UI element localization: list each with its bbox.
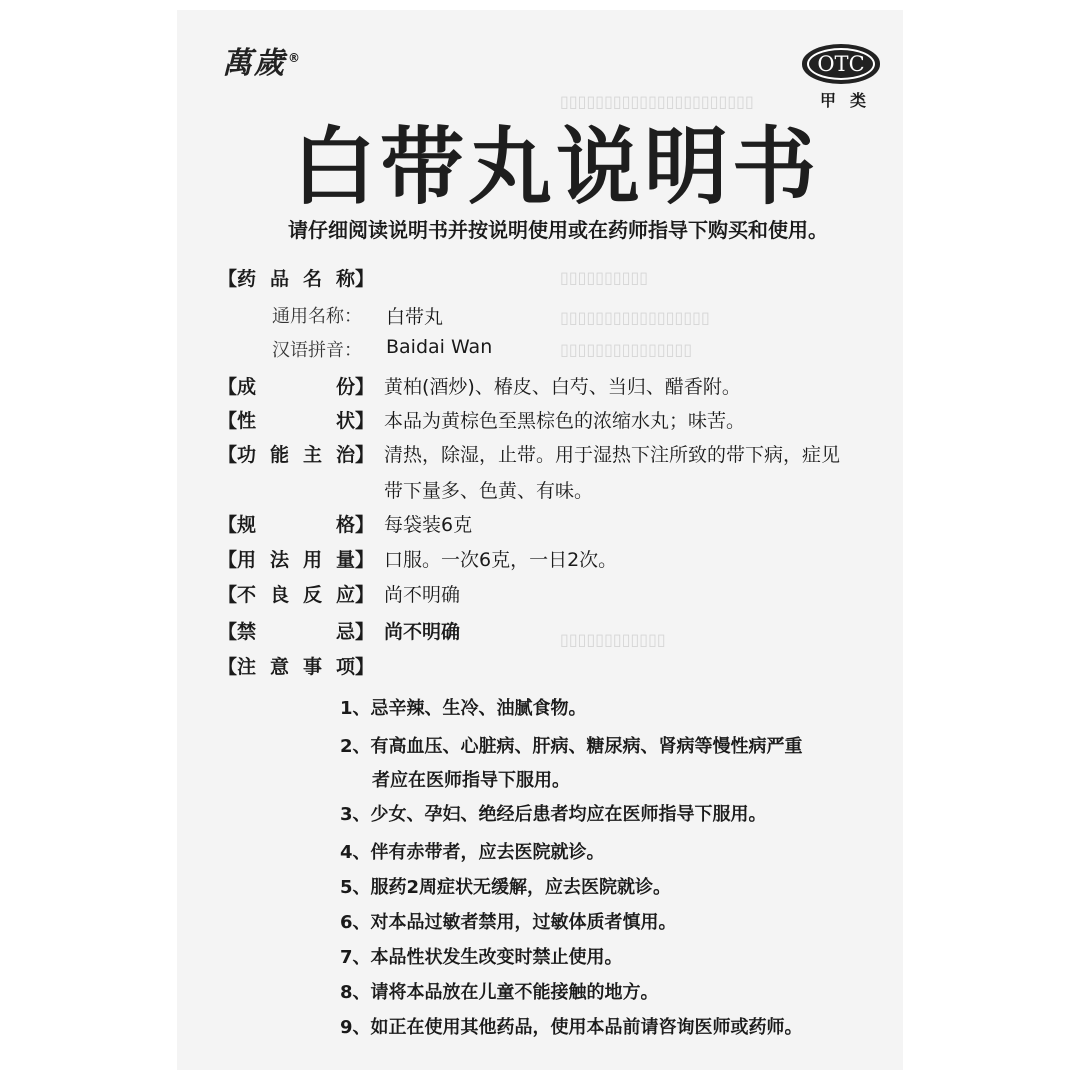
section-dosage <box>218 545 618 572</box>
pinyin-row <box>272 336 493 362</box>
precaution-item: 1、忌辛辣、生冷、油腻食物。 <box>340 698 587 719</box>
registered-mark: ® <box>288 51 302 65</box>
pinyin-label: 汉语拼音： <box>272 340 362 361</box>
section-label: 【注意事项】 <box>218 656 375 678</box>
section-appearance <box>218 406 746 433</box>
adverse-value: 尚不明确 <box>384 584 461 606</box>
section-contraindications <box>218 617 461 644</box>
section-label: 【药品名称】 <box>218 268 375 290</box>
otc-class-label: 甲类 <box>820 91 881 110</box>
pinyin-value: Baidai Wan <box>386 336 493 358</box>
document-title: 白带丸说明书 <box>292 118 821 216</box>
bleed-through-text: ▯▯▯▯▯▯▯▯▯▯▯▯ <box>560 630 666 649</box>
section-adverse-reactions <box>218 580 461 607</box>
section-label: 【禁 忌】 <box>218 621 375 643</box>
precaution-item: 5、服药2周症状无缓解，应去医院就诊。 <box>340 877 672 898</box>
section-label: 【不良反应】 <box>218 584 375 606</box>
precaution-item: 3、少女、孕妇、绝经后患者均应在医师指导下服用。 <box>340 804 767 825</box>
section-specification <box>218 510 473 537</box>
section-indications <box>218 440 841 467</box>
indications-value-line1: 清热，除湿，止带。用于湿热下注所致的带下病，症见 <box>384 444 841 466</box>
indications-value-line2: 带下量多、色黄、有味。 <box>384 480 594 502</box>
otc-badge-text: OTC <box>807 48 875 80</box>
bleed-through-text: ▯▯▯▯▯▯▯▯▯▯ <box>560 268 649 287</box>
precaution-item: 8、请将本品放在儿童不能接触的地方。 <box>340 982 659 1003</box>
precaution-item: 2、有高血压、心脏病、肝病、糖尿病、肾病等慢性病严重 <box>340 736 803 757</box>
precaution-item: 9、如正在使用其他药品，使用本品前请咨询医师或药师。 <box>340 1017 803 1038</box>
section-drug-name <box>218 264 375 291</box>
contraindications-value: 尚不明确 <box>384 621 461 643</box>
precaution-item-continued: 者应在医师指导下服用。 <box>372 770 570 791</box>
ingredients-value: 黄柏(酒炒)、椿皮、白芍、当归、醋香附。 <box>384 376 741 398</box>
section-label: 【功能主治】 <box>218 444 375 466</box>
bleed-through-text: ▯▯▯▯▯▯▯▯▯▯▯▯▯▯▯ <box>560 340 693 359</box>
reading-notice: 请仔细阅读说明书并按说明使用或在药师指导下购买和使用。 <box>288 218 828 242</box>
section-label: 【性 状】 <box>218 410 375 432</box>
section-precautions <box>218 652 375 679</box>
brand-logo <box>222 38 302 82</box>
generic-name-value: 白带丸 <box>386 306 444 328</box>
brand-name: 萬歲 <box>222 46 286 81</box>
section-label: 【规 格】 <box>218 514 375 536</box>
generic-name-row <box>272 302 444 328</box>
bleed-through-text: ▯▯▯▯▯▯▯▯▯▯▯▯▯▯▯▯▯ <box>560 308 710 327</box>
otc-badge <box>802 44 880 84</box>
section-label: 【用法用量】 <box>218 549 375 571</box>
specification-value: 每袋装6克 <box>384 514 473 536</box>
section-ingredients <box>218 372 741 399</box>
precaution-item: 4、伴有赤带者，应去医院就诊。 <box>340 842 605 863</box>
precaution-item: 6、对本品过敏者禁用，过敏体质者慎用。 <box>340 912 677 933</box>
generic-name-label: 通用名称： <box>272 306 362 327</box>
dosage-value: 口服。一次6克，一日2次。 <box>384 549 618 571</box>
precaution-item: 7、本品性状发生改变时禁止使用。 <box>340 947 623 968</box>
bleed-through-text: ▯▯▯▯▯▯▯▯▯▯▯▯▯▯▯▯▯▯▯▯▯▯ <box>560 92 754 111</box>
appearance-value: 本品为黄棕色至黑棕色的浓缩水丸；味苦。 <box>384 410 746 432</box>
section-label: 【成 份】 <box>218 376 375 398</box>
